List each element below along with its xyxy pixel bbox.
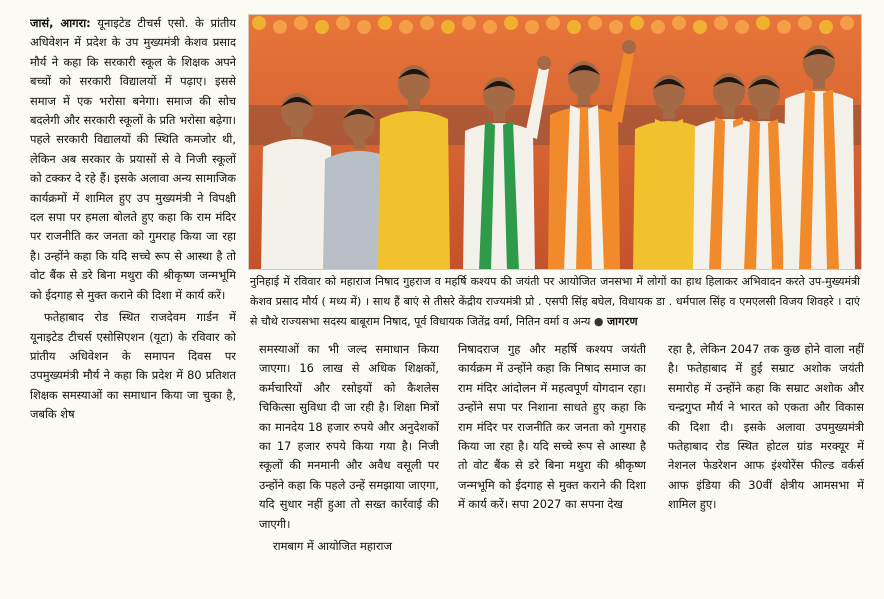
news-photo <box>248 14 862 270</box>
garland-flower <box>798 16 812 30</box>
garland-flower <box>525 20 539 34</box>
garland-flower <box>420 16 434 30</box>
garland-flower <box>378 16 392 30</box>
photo-credit: जागरण <box>606 315 638 328</box>
person-body <box>378 111 450 270</box>
garland-flower <box>609 20 623 34</box>
garland-flower <box>567 20 581 34</box>
garland-flower <box>651 20 665 34</box>
article-paragraph: फतेहाबाद रोड स्थित राजदेवम गार्डन में यूनाइटेड टीचर्स एसोसिएशन (यूटा) के रविवार को प्रांतीय अधिवेशन के समापन दिवस पर उपमुख्यमंत्री मौर्य ने कहा कि प्रदेश में 80 प्रतिशत शिक्षक समस्याओं का समाधान किया जा चुका है, जबकि शेष <box>30 310 236 422</box>
person-hand <box>622 40 636 54</box>
garland-flower <box>777 20 791 34</box>
article-column-4 <box>668 340 864 592</box>
caption-text: नुनिहाई में रविवार को महाराज निषाद गुहराज व महर्षि कश्यप की जयंती पर आयोजित जनसभा में लोगों का हाथ हिलाकर अभिवादन करते उप-मुख्यमंत्री केशव प्रसाद मौर्य ( मध्य में) । साथ हैं बाएं से तीसरे केंद्रीय राज्यमंत्री प्रो . एसपी सिंह बघेल, विधायक डा . धर्मपाल सिंह व एमएलसी विजय शिवहरे । दाएं से चौथे राज्यसभा सदस्य बाबूराम निषाद, पूर्व विधायक जितेंद्र वर्मा, नितिन वर्मा व अन्य <box>250 275 860 328</box>
article-paragraph: समस्याओं का भी जल्द समाधान किया जाएगा। 16 लाख से अधिक शिक्षकों, कर्मचारियों और रसोइयों को कैशलेस चिकित्सा सुविधा दी जा रही है। शिक्षा मित्रों का मानदेय 18 हजार रुपये और अनुदेशकों का 17 हजार रुपये किया गया है। निजी स्कूलों की मनमानी और अवैध वसूली पर उन्होंने कहा कि पहले उन्हें समझाया जाएगा, यदि सुधार नहीं हुआ तो सख्त कार्रवाई की जाएगी। <box>259 342 439 531</box>
garland-flower <box>504 16 518 30</box>
garland-flower <box>693 20 707 34</box>
dateline: जासं, आगरा: <box>30 16 91 30</box>
person-body <box>548 107 620 270</box>
article-column-1 <box>30 14 236 594</box>
garland-flower <box>861 20 862 34</box>
garland-flower <box>588 16 602 30</box>
garland-flower <box>273 20 287 34</box>
article-column-2 <box>259 340 439 592</box>
garland-flower <box>735 20 749 34</box>
garland-flower <box>357 20 371 34</box>
garland-flower <box>483 20 497 34</box>
garland-flower <box>252 16 266 30</box>
garland-flower <box>840 16 854 30</box>
news-photo-image <box>249 15 862 270</box>
person-body <box>463 123 535 270</box>
article-paragraph: रहा है, लेकिन 2047 तक कुछ होने वाला नहीं है। फतेहाबाद में हुई सम्राट अशोक जयंती समारोह में उन्होंने कहा कि सम्राट अशोक और चन्द्रगुप्त मौर्य ने भारत को एकता और विकास की दिशा दी। इसके अलावा उपमुख्यमंत्री फतेहाबाद रोड स्थित होटल ग्रांड मरक्यूर में नेशनल फेडरेशन आफ इंश्योरेंस फील्ड वर्कर्स आफ इंडिया की 30वीं क्षेत्रीय आमसभा में शामिल हुए। <box>668 342 864 512</box>
article-paragraph: निषादराज गुह और महर्षि कश्यप जयंती कार्यक्रम में उन्होंने कहा कि निषाद समाज का राम मंदिर आंदोलन में महत्वपूर्ण योगदान रहा। उन्होंने सपा पर निशाना साधते हुए कहा कि राम मंदिर पर राजनीति कर जनता को गुमराह किया जा रहा है। यदि सच्चे रूप से आस्था है तो वोट बैंक से डरे बिना मथुरा की श्रीकृष्ण जन्मभूमि को ईदगाह से मुक्त कराने की दिशा में कार्य करें। सपा 2027 का सपना देख <box>458 342 646 512</box>
garland-flower <box>819 20 833 34</box>
photo-caption <box>250 272 860 334</box>
garland-flower <box>399 20 413 34</box>
garland-flower <box>546 16 560 30</box>
article-paragraph: जासं, आगरा: यूनाइटेड टीचर्स एसो. के प्रांतीय अधिवेशन में प्रदेश के उप मुख्यमंत्री केशव प्रसाद मौर्य ने कहा कि सरकारी स्कूल के शिक्षक अपने बच्चों को सरकारी विद्यालयों में पढ़ाए। इससे समाज में एक भरोसा बनेगा। समाज की सोच बदलेगी और सरकारी स्कूलों के प्रति भरोसा बढ़ेगा। पहले सरकारी विद्यालयों की स्थिति कमजोर थी, लेकिन अब सरकार के प्रयासों से वे निजी स्कूलों को टक्कर दे रहे हैं। इसके अलावा अन्य सामाजिक कार्यक्रमों में शामिल हुए उप मुख्यमंत्री ने विपक्षी दल सपा पर हमला बोलते हुए कहा कि राम मंदिर पर राजनीति कर जनता को गुमराह किया जा रहा है। उन्होंने कहा कि यदि सच्चे रूप से आस्था है तो वोट बैंक से डरे बिना मथुरा की श्रीकृष्ण जन्मभूमि को ईदगाह से मुक्त कराने की दिशा में कार्य करें। <box>30 16 236 302</box>
person-hand <box>537 56 551 70</box>
garland-flower <box>294 16 308 30</box>
garland-flower <box>714 16 728 30</box>
garland-flower <box>336 16 350 30</box>
garland-flower <box>315 20 329 34</box>
garland-flower <box>441 20 455 34</box>
article-column-3 <box>458 340 646 592</box>
garland-flower <box>630 16 644 30</box>
article-paragraph: रामबाग में आयोजित महाराज <box>273 539 392 554</box>
credit-dot-icon: ● <box>593 315 604 328</box>
person-body <box>783 91 855 270</box>
person-body <box>261 139 333 270</box>
garland-flower <box>756 16 770 30</box>
garland-flower <box>462 16 476 30</box>
garland-flower <box>672 16 686 30</box>
